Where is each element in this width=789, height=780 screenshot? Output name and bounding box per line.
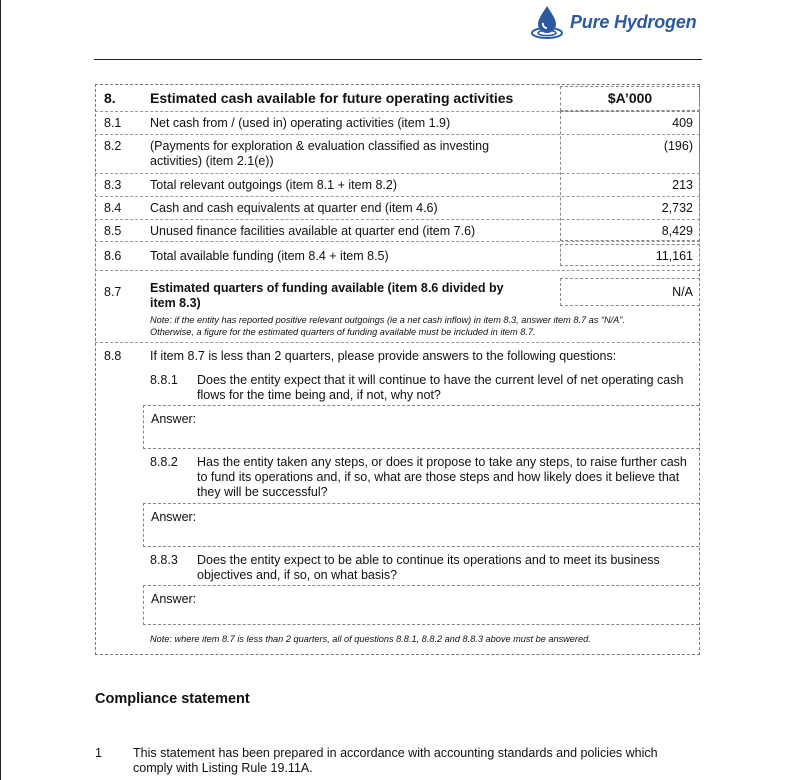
item-8-8-number: 8.8 (104, 349, 122, 363)
question-8-8-3-number: 8.8.3 (150, 553, 178, 567)
answer-box-8-8-3[interactable] (143, 585, 699, 625)
currency-header: $A’000 (607, 90, 653, 106)
section-number: 8. (104, 90, 116, 106)
item-8-2-label-line2: activities) (item 2.1(e)) (150, 154, 274, 168)
item-8-3-value: 213 (672, 178, 693, 192)
item-8-6-value: 11,161 (655, 249, 693, 263)
compliance-item-line1: This statement has been prepared in accordance with accounting standards and policies which (133, 746, 658, 760)
item-8-7-note-line2: Otherwise, a figure for the estimated quarters of funding available must be included in item 8.7. (150, 327, 536, 337)
row-divider (95, 134, 700, 135)
item-8-7-value: N/A (672, 285, 693, 299)
item-8-1-number: 8.1 (104, 116, 122, 130)
item-8-5-label: Unused finance facilities available at quarter end (item 7.6) (150, 224, 476, 238)
item-8-7-number: 8.7 (104, 285, 122, 299)
item-8-7-note-line1: Note: if the entity has reported positive relevant outgoings (ie a net cash inflow) in item 8.3, answer item 8.7 as “N/A”. (150, 315, 625, 325)
currency-header-box (560, 86, 700, 111)
section-8-footer-note: Note: where item 8.7 is less than 2 quarters, all of questions 8.8.1, 8.8.2 and 8.8.3 above must be answered. (150, 634, 591, 644)
question-8-8-2-text: Has the entity taken any steps, or does it propose to take any steps, to raise further cash to fund its operations and, if so, what are those steps and how likely does it believe that they will be successful? (197, 455, 687, 499)
row-divider (95, 219, 700, 220)
item-8-6-number: 8.6 (104, 249, 122, 263)
hydrogen-drop-icon (530, 4, 564, 40)
compliance-item-line2: comply with Listing Rule 19.11A. (133, 761, 313, 775)
row-divider (95, 241, 700, 242)
item-8-4-number: 8.4 (104, 201, 122, 215)
item-8-7-label-line2: item 8.3) (150, 296, 201, 310)
compliance-item-number: 1 (95, 746, 102, 760)
brand-name: Pure Hydrogen (570, 11, 697, 32)
row-divider (95, 173, 700, 174)
question-8-8-2-number: 8.8.2 (150, 455, 178, 469)
row-divider (95, 196, 700, 197)
section-title: Estimated cash available for future operating activities (150, 90, 514, 106)
item-8-4-label: Cash and cash equivalents at quarter end (item 4.6) (150, 201, 438, 215)
values-column-box (560, 111, 700, 241)
item-8-5-number: 8.5 (104, 224, 122, 238)
question-8-8-1-number: 8.8.1 (150, 373, 178, 387)
item-8-8-intro: If item 8.7 is less than 2 quarters, please provide answers to the following questions: (150, 349, 617, 363)
answer-label: Answer: (151, 510, 197, 524)
item-8-3-label: Total relevant outgoings (item 8.1 + item 8.2) (150, 178, 398, 192)
item-8-7-label-line1: Estimated quarters of funding available (item 8.6 divided by (150, 281, 504, 295)
question-8-8-3-text: Does the entity expect to be able to continue its operations and to meet its business objectives and, if so, on what basis? (197, 553, 660, 582)
compliance-title: Compliance statement (95, 691, 250, 707)
brand-logo (530, 4, 696, 40)
item-8-6-label: Total available funding (item 8.4 + item 8.5) (150, 249, 389, 263)
item-8-3-number: 8.3 (104, 178, 122, 192)
item-8-2-label-line1: (Payments for exploration & evaluation classified as investing (150, 139, 490, 153)
item-8-4-value: 2,732 (661, 201, 693, 215)
item-8-5-value: 8,429 (661, 224, 693, 238)
answer-box-8-8-2[interactable] (143, 503, 699, 547)
answer-label: Answer: (151, 412, 197, 426)
page-left-border (0, 0, 1, 780)
item-8-1-value: 409 (672, 116, 693, 130)
answer-label: Answer: (151, 592, 197, 606)
item-8-1-label: Net cash from / (used in) operating activities (item 1.9) (150, 116, 451, 130)
row-divider (95, 342, 700, 343)
row-divider (95, 270, 700, 271)
item-8-2-number: 8.2 (104, 139, 122, 153)
question-8-8-1-text: Does the entity expect that it will continue to have the current level of net operating cash flows for the time being and, if not, why not? (197, 373, 684, 402)
answer-box-8-8-1[interactable] (143, 405, 699, 449)
header-rule (94, 59, 702, 60)
item-8-2-value: (196) (663, 139, 693, 153)
